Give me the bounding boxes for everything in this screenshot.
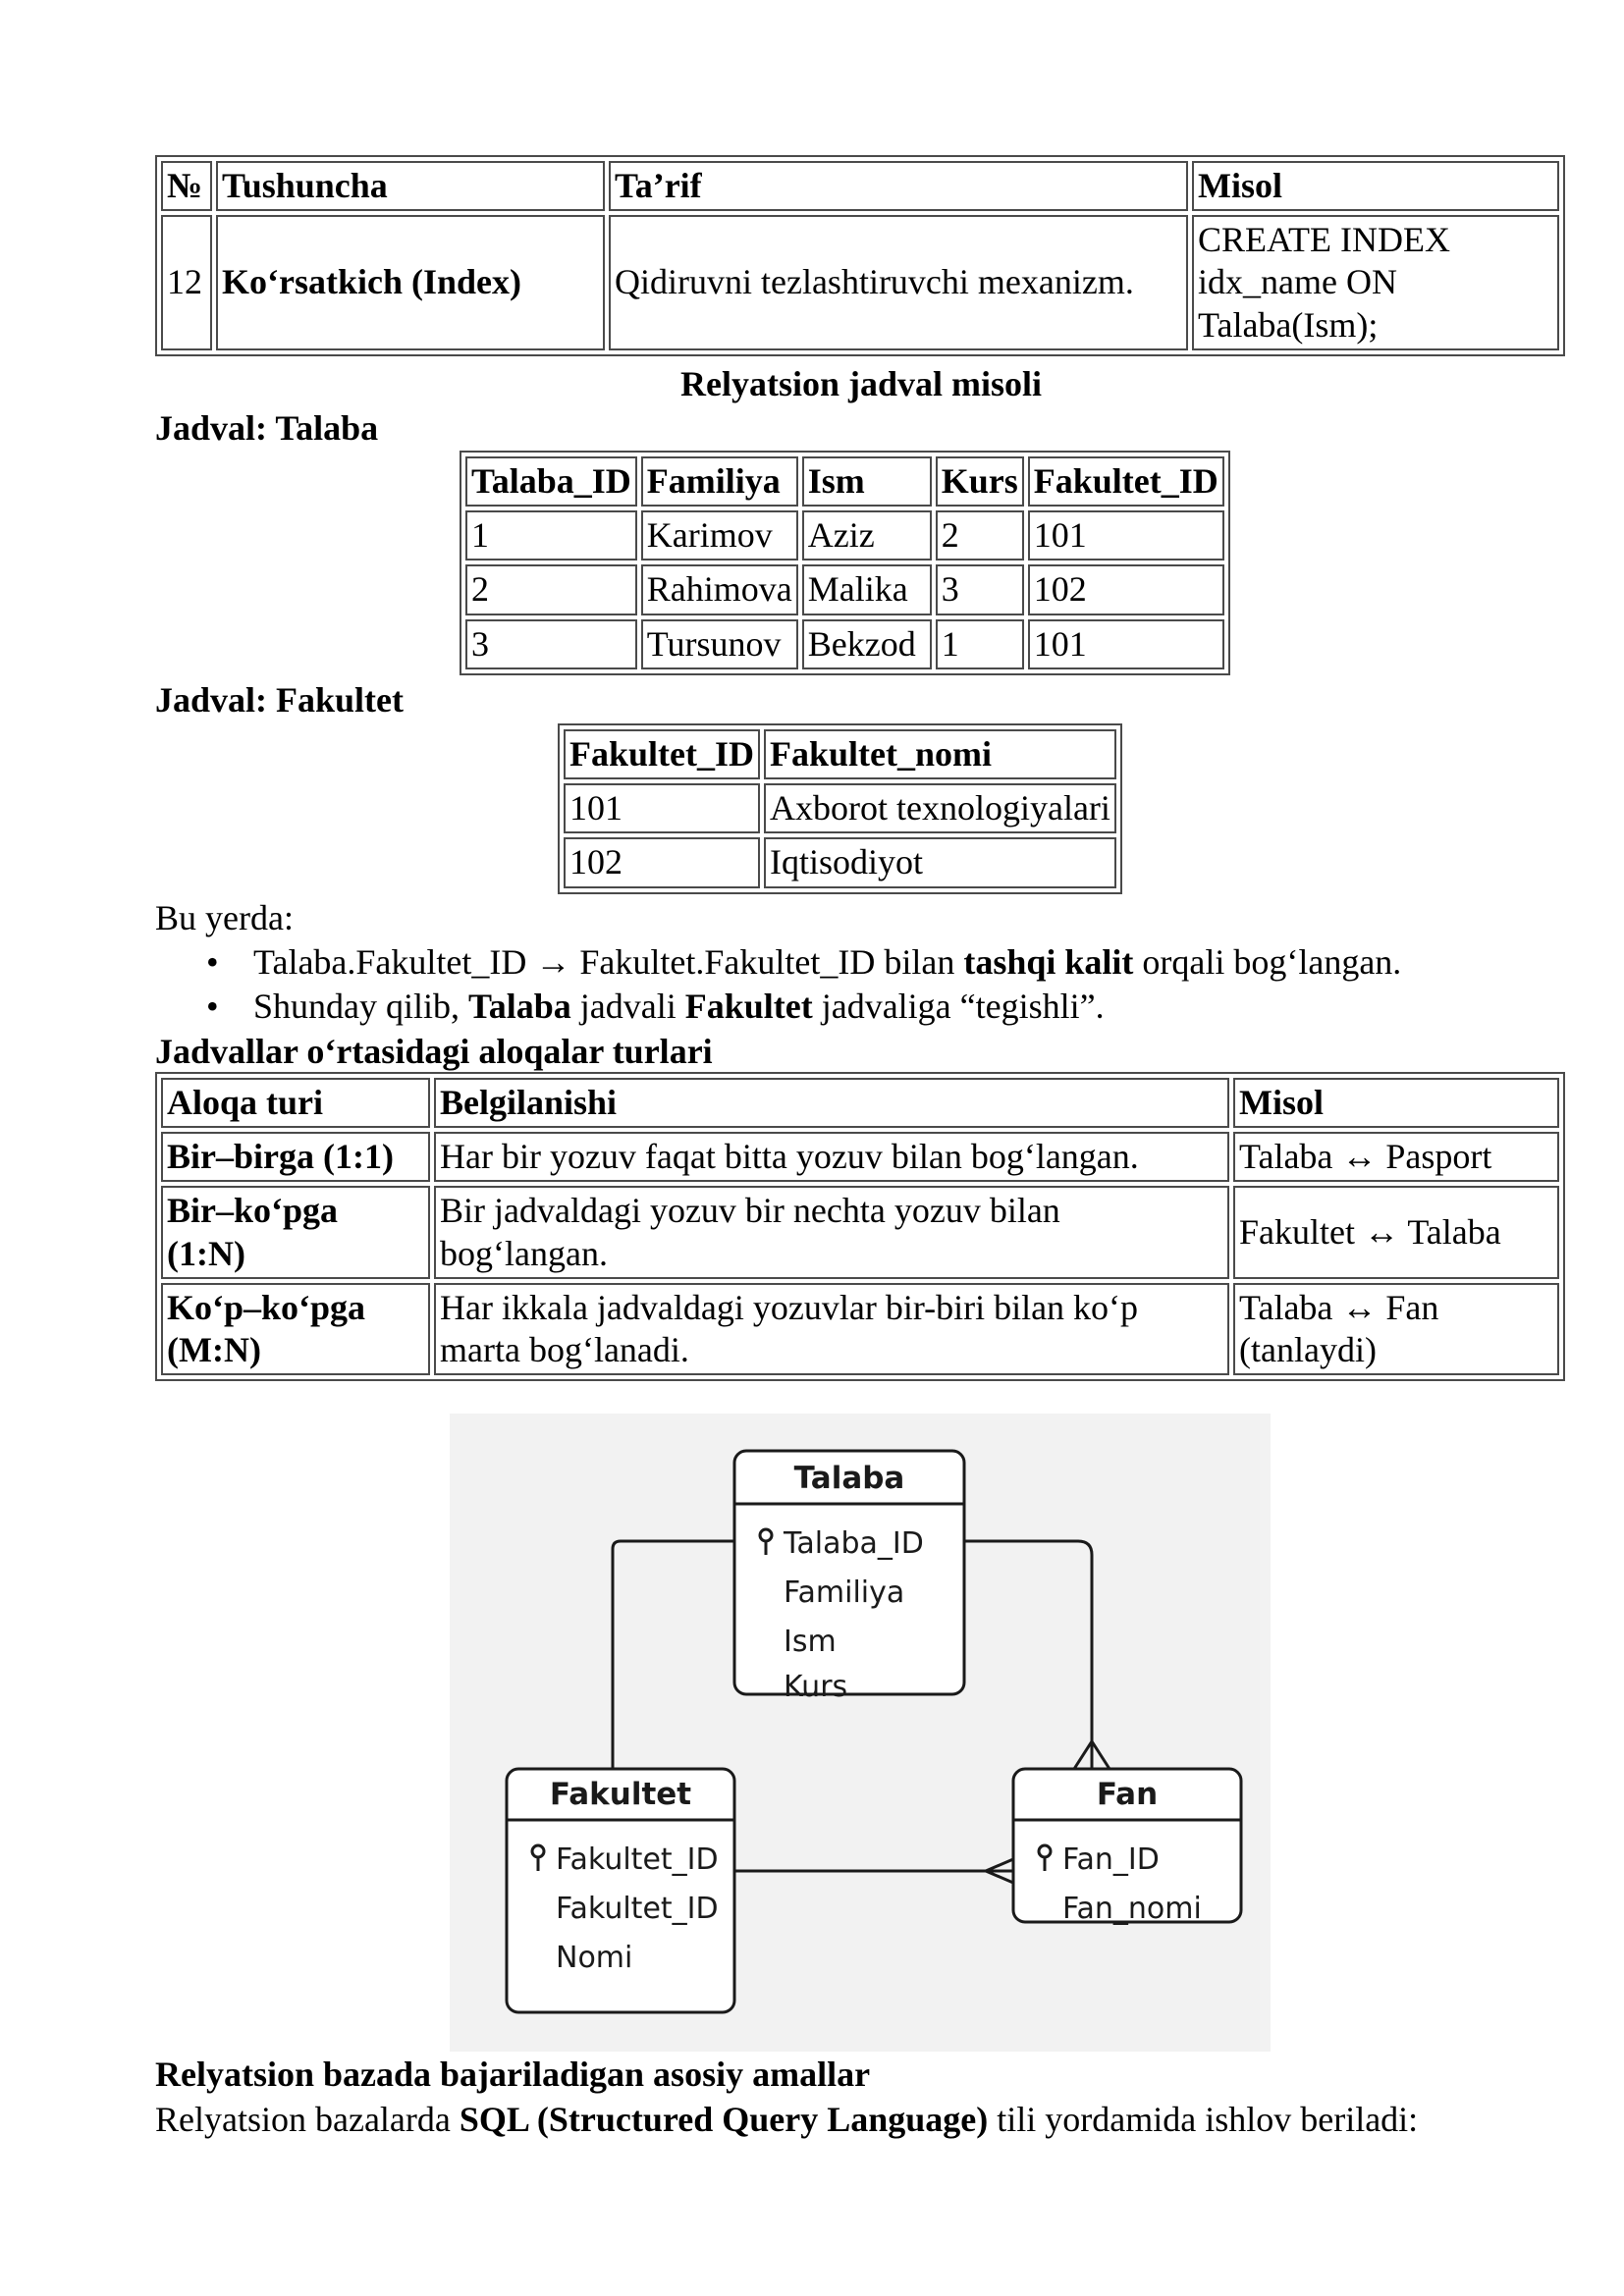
concept-example	[1192, 215, 1559, 350]
fakultet-table-caption: Jadval: Fakultet	[155, 680, 405, 720]
concept-table	[155, 155, 1565, 356]
table-cell: 2	[465, 564, 637, 614]
table-cell: Karimov	[641, 510, 798, 561]
relation-type	[161, 1186, 430, 1278]
bullet-bold-text: tashqi kalit	[963, 942, 1134, 982]
table-cell: 1	[465, 510, 637, 561]
relation-example: Fakultet ↔ Talaba	[1233, 1186, 1559, 1278]
concept-name: Ko‘rsatkich (Index)	[216, 215, 605, 350]
entity-fakultet	[507, 1769, 734, 2012]
bullet-text: jadvali	[570, 987, 685, 1026]
list-item	[155, 941, 1589, 986]
cell-line: Bir–ko‘pga	[167, 1191, 339, 1231]
cell-line: bog‘langan.	[440, 1233, 608, 1273]
bullet-icon: •	[206, 942, 219, 982]
table-cell: Iqtisodiyot	[764, 837, 1116, 887]
table-cell: 101	[564, 783, 760, 833]
table-cell: Axborot texnologiyalari	[764, 783, 1116, 833]
entity-title: Talaba	[793, 1461, 905, 1496]
example-line: idx_name ON	[1198, 262, 1397, 302]
table-cell: Aziz	[802, 510, 932, 561]
table-cell: Bekzod	[802, 619, 932, 669]
er-diagram-svg	[450, 1414, 1271, 2052]
bullet-icon: •	[206, 987, 219, 1026]
cell-line: marta bog‘lanadi.	[440, 1329, 689, 1369]
relation-type: Bir–birga (1:1)	[161, 1132, 430, 1182]
cell-line: Bir jadvaldagi yozuv bir nechta yozuv bilan	[440, 1191, 1060, 1231]
relation-type	[161, 1283, 430, 1375]
bullet-text: jadvaliga “tegishli”.	[812, 987, 1105, 1026]
list-item	[155, 986, 1589, 1030]
paragraph-text: Relyatsion bazalarda	[155, 2100, 460, 2139]
entity-fan	[1013, 1769, 1241, 1926]
concept-definition: Qidiruvni tezlashtiruvchi mexanizm.	[609, 215, 1188, 350]
bullet-text: Shunday qilib,	[253, 987, 469, 1026]
table-cell: Malika	[802, 564, 932, 614]
cell-line: (M:N)	[167, 1329, 261, 1369]
cell-line: (1:N)	[167, 1233, 245, 1273]
table-header-row	[161, 161, 1559, 211]
column-header-definition: Ta’rif	[609, 161, 1188, 211]
table-cell: 1	[936, 619, 1024, 669]
table-cell: Rahimova	[641, 564, 798, 614]
explanation-list	[155, 941, 1589, 1030]
entity-field: Kurs	[784, 1670, 848, 1704]
entity-field: Nomi	[556, 1941, 633, 1975]
relations-table	[155, 1072, 1565, 1381]
column-header: Misol	[1233, 1078, 1559, 1128]
bullet-bold-text: Talaba	[468, 987, 571, 1026]
table-row	[161, 1283, 1559, 1375]
fakultet-table	[558, 723, 1122, 894]
cell-line: Talaba ↔ Fan	[1239, 1287, 1439, 1327]
entity-talaba	[734, 1451, 964, 1704]
example-line: Talaba(Ism);	[1198, 304, 1379, 345]
table-cell: 3	[465, 619, 637, 669]
table-cell: Tursunov	[641, 619, 798, 669]
entity-key-field: Fakultet_ID	[556, 1842, 719, 1877]
cell-line: (tanlaydi)	[1239, 1329, 1377, 1369]
talaba-table	[460, 451, 1230, 675]
column-header: Familiya	[641, 456, 798, 507]
table-header-row	[161, 1078, 1559, 1128]
table-cell: 2	[936, 510, 1024, 561]
cell-line: Har ikkala jadvaldagi yozuvlar bir-biri bilan ko‘p	[440, 1287, 1139, 1327]
column-header-number: №	[161, 161, 212, 211]
column-header: Fakultet_ID	[1028, 456, 1224, 507]
column-header: Kurs	[936, 456, 1024, 507]
column-header: Fakultet_nomi	[764, 729, 1116, 779]
table-header-row	[465, 456, 1224, 507]
table-cell: 3	[936, 564, 1024, 614]
column-header: Aloqa turi	[161, 1078, 430, 1128]
column-header: Talaba_ID	[465, 456, 637, 507]
table-row	[465, 510, 1224, 561]
table-row	[161, 215, 1559, 350]
bullet-text: orqali bog‘langan.	[1133, 942, 1402, 982]
relation-description: Har bir yozuv faqat bitta yozuv bilan bog‘langan.	[434, 1132, 1229, 1182]
operations-title: Relyatsion bazada bajariladigan asosiy amallar	[155, 2055, 871, 2094]
entity-key-field: Talaba_ID	[784, 1526, 924, 1561]
entity-field: Familiya	[784, 1575, 905, 1610]
talaba-table-caption: Jadval: Talaba	[155, 408, 379, 448]
column-header-example: Misol	[1192, 161, 1559, 211]
table-cell: 101	[1028, 619, 1224, 669]
talaba-fakultet-connector	[613, 1541, 734, 1769]
entity-field: Fakultet_ID	[556, 1892, 719, 1926]
table-cell: 102	[1028, 564, 1224, 614]
relation-description	[434, 1283, 1229, 1375]
entity-title: Fakultet	[549, 1777, 692, 1812]
table-row	[161, 1186, 1559, 1278]
cell-line: Ko‘p–ko‘pga	[167, 1287, 366, 1327]
column-header: Fakultet_ID	[564, 729, 760, 779]
table-row	[465, 564, 1224, 614]
example-line: CREATE INDEX	[1198, 220, 1450, 260]
table-cell: 101	[1028, 510, 1224, 561]
column-header: Ism	[802, 456, 932, 507]
table-row	[465, 619, 1224, 669]
relation-example: Talaba ↔ Pasport	[1233, 1132, 1559, 1182]
table-row	[161, 1132, 1559, 1182]
table-row	[564, 837, 1116, 887]
paragraph-text: tili yordamida ishlov beriladi:	[988, 2100, 1419, 2139]
row-number: 12	[161, 215, 212, 350]
bullet-text: Talaba.Fakultet_ID → Fakultet.Fakultet_ID bilan	[253, 942, 964, 982]
entity-key-field: Fan_ID	[1062, 1842, 1160, 1877]
section-title: Relyatsion jadval misoli	[679, 364, 1042, 403]
table-row	[564, 783, 1116, 833]
talaba-fan-connector	[964, 1541, 1092, 1769]
explanation-intro: Bu yerda:	[155, 898, 294, 937]
entity-field: Ism	[784, 1625, 837, 1659]
er-diagram	[450, 1414, 1271, 2052]
entity-title: Fan	[1096, 1777, 1159, 1812]
entity-field: Fan_nomi	[1062, 1892, 1202, 1926]
bullet-bold-text: Fakultet	[684, 987, 813, 1026]
column-header-concept: Tushuncha	[216, 161, 605, 211]
relation-example	[1233, 1283, 1559, 1375]
relations-title: Jadvallar o‘rtasidagi aloqalar turlari	[155, 1032, 713, 1071]
table-header-row	[564, 729, 1116, 779]
table-cell: 102	[564, 837, 760, 887]
paragraph-bold-text: SQL (Structured Query Language)	[459, 2100, 989, 2139]
operations-paragraph	[155, 2099, 1589, 2141]
column-header: Belgilanishi	[434, 1078, 1229, 1128]
relation-description	[434, 1186, 1229, 1278]
